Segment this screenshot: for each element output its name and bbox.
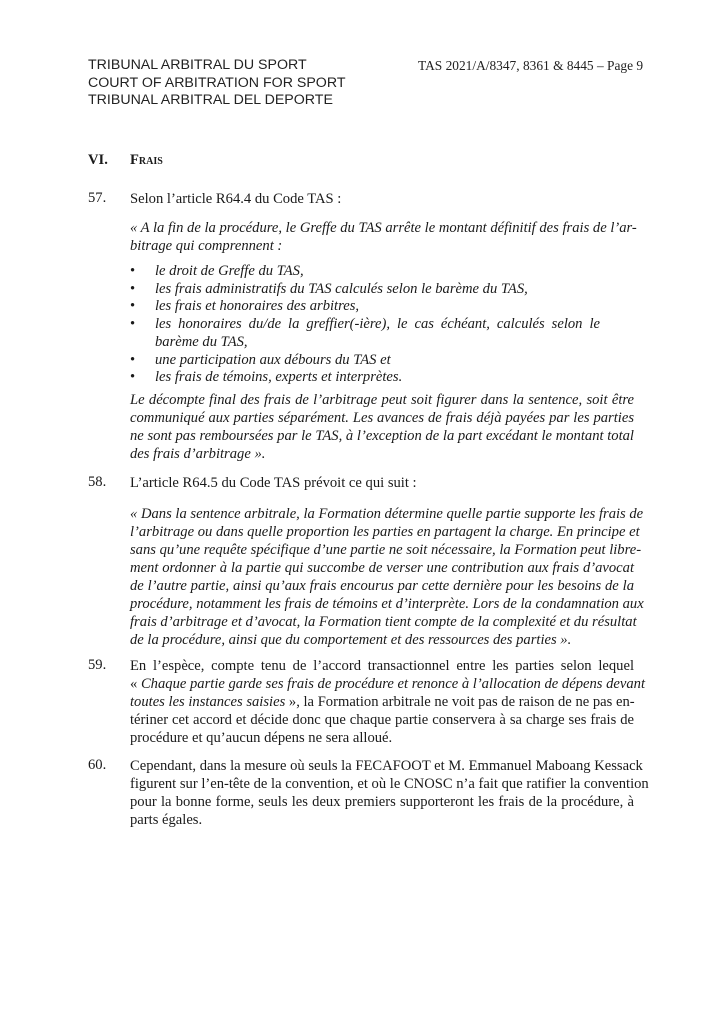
text-line: procédure, notamment les frais de témoins et d’interprète. Lors de la condamnation aux [130, 596, 644, 612]
section-number: VI. [88, 152, 108, 168]
text-segment: procédure et qu’aucun dépens ne sera alloué. [130, 730, 393, 746]
bullet-text: le droit de Greffe du TAS, [155, 263, 304, 279]
bullet-icon: • [130, 351, 136, 368]
text-line: frais d’arbitrage et d’avocat, la Formation tient compte de la complexité et du résultat [130, 614, 637, 630]
bullet-item [130, 334, 600, 352]
bullet-icon: • [130, 298, 136, 315]
text-segment: En l’espèce, compte tenu de l’accord transactionnel entre les parties selon lequel [130, 658, 634, 674]
text-line: figurent sur l’en-tête de la convention, et où le CNOSC n’a fait que ratifier la convention [130, 776, 649, 792]
bullet-icon: • [130, 316, 136, 333]
text-line [130, 675, 645, 693]
bullet-item [130, 298, 600, 316]
text-line: ne sont pas remboursées par le TAS, à l’exception de la part excédant le montant total [130, 428, 634, 444]
court-name-header [88, 57, 346, 110]
bullet-text: les honoraires du/de la greffier(-ière), le cas échéant, calculés selon le [155, 316, 600, 333]
bullet-item [130, 369, 600, 387]
text-line: des frais d’arbitrage ». [130, 446, 266, 462]
text-segment: Chaque partie garde ses frais de procédure et renonce à l’allocation de dépens devant [140, 676, 645, 692]
bullet-item [130, 316, 600, 334]
text-segment: « [130, 676, 141, 692]
paragraph-intro: L’article R64.5 du Code TAS prévoit ce qui suit : [130, 475, 417, 491]
paragraph-intro: Selon l’article R64.4 du Code TAS : [130, 191, 342, 207]
bullet-icon: • [130, 280, 136, 297]
header-line: TRIBUNAL ARBITRAL DU SPORT [88, 57, 307, 73]
paragraph-number: 59. [88, 657, 107, 673]
paragraph-text [130, 505, 644, 649]
bullet-icon: • [130, 369, 136, 386]
text-line: pour la bonne forme, seuls les deux premiers supporteront les frais de la procédure, à [130, 794, 634, 810]
text-line: parts égales. [130, 812, 203, 828]
paragraph-number: 60. [88, 757, 107, 773]
section-heading [88, 152, 163, 169]
text-line: « A la fin de la procédure, le Greffe du TAS arrête le montant définitif des frais de l’ar- [130, 220, 637, 236]
text-line: de la procédure, ainsi que du comportement et des ressources des parties ». [130, 632, 572, 648]
text-line: Le décompte final des frais de l’arbitrage peut soit figurer dans la sentence, soit être [130, 392, 634, 408]
text-line: l’arbitrage ou dans quelle proportion les parties en partagent la charge. En principe et [130, 524, 640, 540]
text-segment: », la Formation arbitrale ne voit pas de raison de ne pas en- [285, 694, 635, 710]
bullet-text: barème du TAS, [155, 333, 248, 350]
text-line: ment ordonner à la partie qui succombe de verser une contribution aux frais d’avocat [130, 560, 634, 576]
bullet-text: les frais de témoins, experts et interprètes. [155, 369, 403, 386]
text-line [130, 729, 634, 747]
bullet-text: les frais administratifs du TAS calculés selon le barème du TAS, [155, 280, 528, 297]
text-line: communiqué aux parties séparément. Les avances de frais déjà payées par les parties [130, 410, 634, 426]
text-segment: toutes les instances saisies [130, 694, 286, 710]
bullet-item [130, 263, 600, 281]
paragraph-text [130, 757, 649, 829]
text-line: « Dans la sentence arbitrale, la Formation détermine quelle partie supporte les frais de [130, 506, 644, 522]
bullet-text: une participation aux débours du TAS et [155, 351, 391, 368]
text-line: Cependant, dans la mesure où seuls la FECAFOOT et M. Emmanuel Maboang Kessack [130, 758, 643, 774]
text-line: bitrage qui comprennent : [130, 238, 283, 254]
paragraph-number: 57. [88, 190, 107, 206]
text-line [130, 657, 634, 675]
bullet-list [130, 263, 600, 387]
case-reference: TAS 2021/A/8347, 8361 & 8445 – Page 9 [418, 58, 644, 73]
header-line: COURT OF ARBITRATION FOR SPORT [88, 74, 346, 91]
header-line: TRIBUNAL ARBITRAL DEL DEPORTE [88, 92, 333, 108]
section-title: Frais [130, 152, 163, 168]
bullet-text: les frais et honoraires des arbitres, [155, 298, 360, 315]
text-segment: tériner cet accord et décide donc que chaque partie conservera à sa charge ses frais de [130, 712, 634, 728]
bullet-item [130, 352, 600, 370]
bullet-item [130, 281, 600, 299]
paragraph-text [130, 219, 637, 255]
paragraph-text [130, 391, 634, 463]
text-line: sans qu’une requête spécifique d’une partie ne soit nécessaire, la Formation peut libre- [130, 542, 642, 558]
paragraph-number: 58. [88, 474, 107, 490]
paragraph-text [130, 657, 645, 747]
text-line: de l’autre partie, ainsi qu’aux frais encourus par cette dernière pour les besoins de la [130, 578, 634, 594]
text-line [130, 711, 634, 729]
text-line [130, 693, 634, 711]
bullet-icon: • [130, 263, 136, 279]
